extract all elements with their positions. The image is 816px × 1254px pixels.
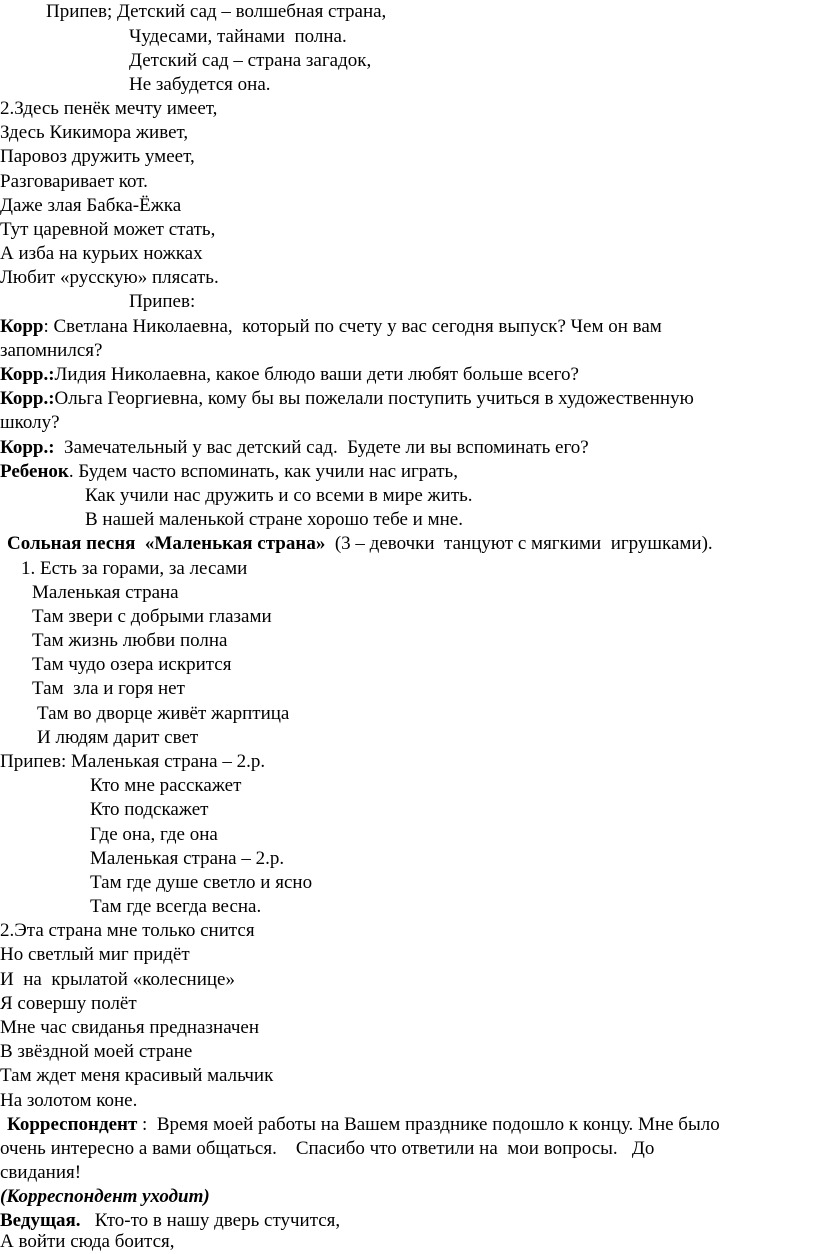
- text-line: свидания!: [0, 1162, 82, 1183]
- speaker-label: Корреспондент: [7, 1114, 138, 1135]
- text-line: Там жизнь любви полна: [32, 630, 228, 651]
- text-line: Там чудо озера искрится: [32, 654, 232, 675]
- text-line: Маленькая страна – 2.р.: [90, 848, 285, 869]
- text-line: Корреспондент : Время моей работы на Вашем празднике подошло к концу. Мне было: [7, 1114, 720, 1135]
- text-line: Корр.:Лидия Николаевна, какое блюдо ваши дети любят больше всего?: [0, 364, 579, 385]
- text-line: Припев: Маленькая страна – 2.р.: [0, 751, 266, 772]
- text-line: Любит «русскую» плясать.: [0, 267, 219, 288]
- text-line: Я совершу полёт: [0, 993, 137, 1014]
- text-line: Ребенок. Будем часто вспоминать, как учили нас играть,: [0, 461, 458, 482]
- text-line: Корр.: Замечательный у вас детский сад. Будете ли вы вспоминать его?: [0, 437, 589, 458]
- text-line: Даже злая Бабка-Ёжка: [0, 195, 182, 216]
- text-line: Тут царевной может стать,: [0, 219, 216, 240]
- text-line: Сольная песня «Маленькая страна» (3 – девочки танцуют с мягкими игрушками).: [7, 533, 713, 554]
- text-line: Как учили нас дружить и со всеми в мире жить.: [85, 485, 473, 506]
- speaker-label: Корр: [0, 316, 44, 337]
- text-line: школу?: [0, 412, 60, 433]
- text-line: 2.Эта страна мне только снится: [0, 920, 255, 941]
- text-line: Там где душе светло и ясно: [90, 872, 313, 893]
- text-line: Кто мне расскажет: [90, 775, 242, 796]
- speaker-label: Корр.:: [0, 388, 55, 409]
- song-title: Сольная песня «Маленькая страна»: [7, 533, 326, 554]
- text-line: На золотом коне.: [0, 1090, 138, 1111]
- text-line: Ведущая. Кто-то в нашу дверь стучится,: [0, 1210, 341, 1231]
- text-line: [0, 1185, 210, 1209]
- text-line: Корр: Светлана Николаевна, который по счету у вас сегодня выпуск? Чем он вам: [0, 316, 662, 337]
- text-line: 2.Здесь пенёк мечту имеет,: [0, 98, 218, 119]
- text-line: Припев:: [129, 291, 196, 312]
- text-line: Там где всегда весна.: [90, 896, 262, 917]
- text-line: Где она, где она: [90, 824, 218, 845]
- stage-direction: (Корреспондент уходит): [0, 1186, 210, 1207]
- text-line: запомнился?: [0, 340, 103, 361]
- text-line: В звёздной моей стране: [0, 1041, 193, 1062]
- text-line: Паровоз дружить умеет,: [0, 146, 195, 167]
- text-line: Маленькая страна: [32, 582, 179, 603]
- text-line: А войти сюда боится,: [0, 1231, 175, 1252]
- speaker-label: Ведущая.: [0, 1210, 81, 1231]
- text-line: Припев; Детский сад – волшебная страна,: [46, 1, 387, 22]
- text-line: И на крылатой «колеснице»: [0, 969, 235, 990]
- text-line: Там зла и горя нет: [32, 678, 185, 699]
- speaker-label: Корр.:: [0, 364, 55, 385]
- text-line: Кто подскажет: [90, 799, 209, 820]
- text-line: Но светлый миг придёт: [0, 944, 190, 965]
- text-line: Разговаривает кот.: [0, 171, 148, 192]
- text-line: В нашей маленькой стране хорошо тебе и мне.: [85, 509, 463, 530]
- text-line: Корр.:Ольга Георгиевна, кому бы вы пожелали поступить учиться в художественную: [0, 388, 694, 409]
- text-line: очень интересно а вами общаться. Спасибо что ответили на мои вопросы. До: [0, 1138, 655, 1159]
- text-line: Там звери с добрыми глазами: [32, 606, 272, 627]
- text-line: А изба на курьих ножках: [0, 243, 203, 264]
- text-line: Там во дворце живёт жарптица: [37, 703, 290, 724]
- text-line: Не забудется она.: [129, 74, 271, 95]
- text-line: Детский сад – страна загадок,: [129, 50, 372, 71]
- text-line: 1. Есть за горами, за лесами: [21, 558, 248, 579]
- text-line: И людям дарит свет: [37, 727, 199, 748]
- text-line: Здесь Кикимора живет,: [0, 122, 189, 143]
- text-line: Мне час свиданья предназначен: [0, 1017, 260, 1038]
- speaker-label: Корр.:: [0, 437, 55, 458]
- text-line: Чудесами, тайнами полна.: [129, 26, 347, 47]
- speaker-label: Ребенок: [0, 461, 69, 482]
- text-line: Там ждет меня красивый мальчик: [0, 1065, 274, 1086]
